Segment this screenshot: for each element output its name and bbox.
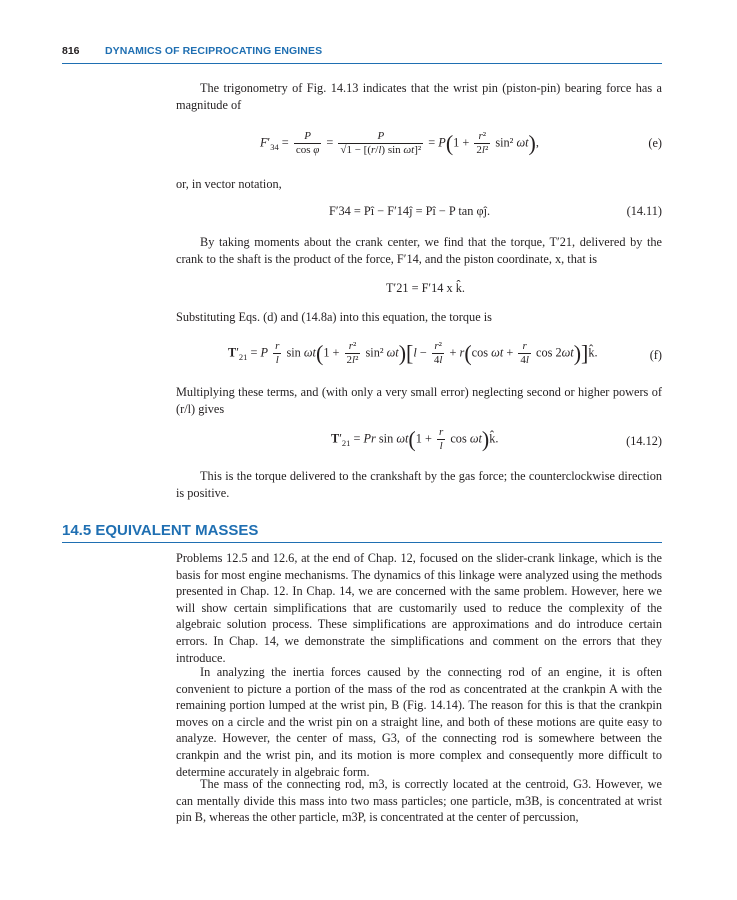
paragraph: The trigonometry of Fig. 14.13 indicates that the wrist pin (piston-pin) bearing force has a magnitude of (176, 81, 662, 112)
page-number: 816 (62, 45, 80, 57)
equation-14-11 (176, 204, 662, 234)
equation-label: (14.11) (626, 204, 662, 218)
equation-body: F′34 = Pî − F′14ĵ = Pî − P tan φĵ. (329, 204, 491, 218)
paragraph: By taking moments about the crank center, we find that the torque, T′21, delivered by the crank to the shaft is the product of the force, F′14, and the piston coordinate, x, that is (176, 235, 662, 266)
paragraph: The mass of the connecting rod, m3, is correctly located at the centroid, G3. However, we can mentally divide this mass into two mass particles; one particle, m3B, is concentrated at wrist pin B, whereas the other particle, m3P, is concentrated at the center of percussion, (176, 777, 662, 825)
equation-torque (176, 281, 662, 311)
equation-label: (f) (649, 348, 662, 362)
paragraph: Substituting Eqs. (d) and (14.8a) into this equation, the torque is (176, 310, 492, 324)
equation-f-body: $T'_{21} = P$ $\frac{r}{l}$ sin ωt(1 + $\frac{\text{r²}}{\text{2l²}}$ sin² ωt)[l − $\frac{\text{r²}}{4l}$ + r(cos ωt + $\frac{r}{4l}$ cos 2ωt)]k̂. (228, 340, 598, 366)
paragraph: Problems 12.5 and 12.6, at the end of Chap. 12, focused on the slider-crank linkage, which is the basis for most engine mechanisms. The dynamics of this linkage were analyzed using the methods presented in Chap. 12. In Chap. 14, we are concerned with the same problem. However, here we will show certain simplifications that are customarily used to reduce the complexity of the algebraic solution process. These simplifications are approximations and do introduce certain errors. In Chap. 14, we demonstrate the simplifications and comment on the errors that they introduce. (176, 551, 662, 665)
equation-label: (e) (648, 136, 662, 150)
paragraph: This is the torque delivered to the crankshaft by the gas force; the counterclockwise direction is positive. (176, 469, 662, 500)
equation-body: T′21 = F′14 x k̂. (386, 281, 465, 295)
paragraph: or, in vector notation, (176, 177, 282, 191)
running-header (62, 45, 662, 64)
paragraph: In analyzing the inertia forces caused by the connecting rod of an engine, it is often convenient to picture a portion of the mass of the rod as concentrated at the crankpin A with the remaining portion lumped at the wrist pin, B (Fig. 14.14). The reason for this is that the crankpin moves on a circle and the wrist pin on a straight line, and both of these motions are quite easy to analyze. However, the center of mass, G3, of the connecting rod is somewhere between the crankpin and the wrist pin, and its motion is more complex and consequently more difficult to determine accurately in algebraic form. (176, 665, 662, 779)
equation-label: (14.12) (626, 434, 662, 448)
section-heading (62, 522, 662, 543)
section-title: 14.5 EQUIVALENT MASSES (62, 522, 259, 539)
running-title: DYNAMICS OF RECIPROCATING ENGINES (105, 45, 323, 57)
equation-e-body: $F'_{34}$ = $\frac{P}{\text{cos φ}}$ = $\frac{P}{\text{√1 − [(r/l) sin ωt]²}}$ = P(1 + $\frac{\text{r²}}{\text{2l²}}$ sin² ωt), (260, 130, 539, 156)
paragraph: Multiplying these terms, and (with only a very small error) neglecting second or higher powers of (r/l) gives (176, 385, 662, 416)
equation-14-12 (176, 422, 662, 462)
equation-e (176, 122, 662, 166)
equation-14-12-body: $T'_{21} = Pr$ sin ωt(1 + $\frac{r}{l}$ cos ωt)k̂. (331, 426, 499, 452)
equation-f (176, 334, 662, 378)
